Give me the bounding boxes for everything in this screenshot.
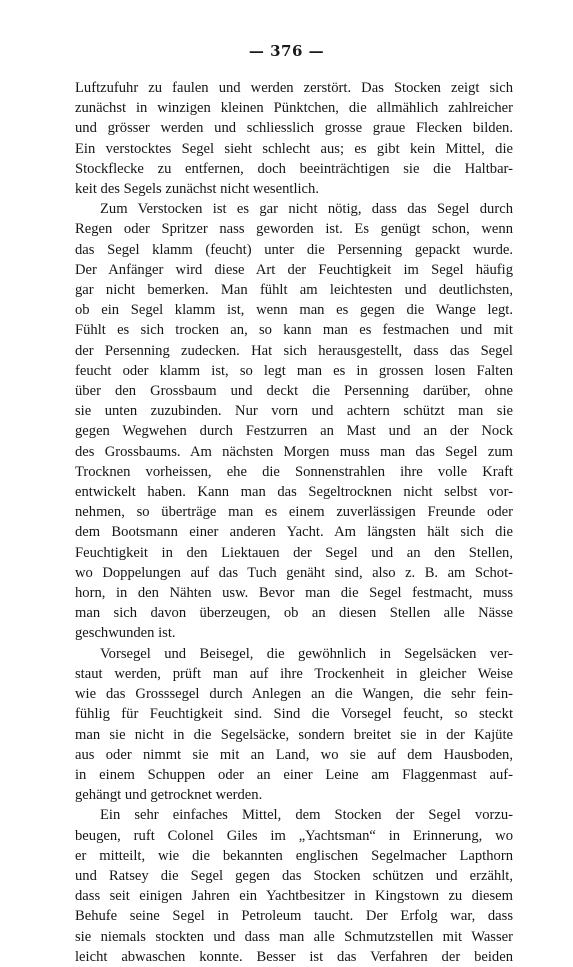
text-line: man sie nicht in die Segelsäcke, sondern breitet sie in der Kajüte (75, 726, 513, 743)
text-line: Trocknen vorheissen, ehe die Sonnenstrahlen ihre volle Kraft (75, 463, 513, 480)
paragraph (75, 644, 513, 806)
text-line: des Grossbaums. Am nächsten Morgen muss man das Segel zum (75, 443, 513, 460)
text-line: Der Anfänger wird diese Art der Feuchtigkeit im Segel häufig (75, 261, 513, 278)
text-line: der Persenning zudecken. Hat sich herausgestellt, dass das Segel (75, 342, 513, 359)
text-line: beugen, ruft Colonel Giles im „Yachtsman“ in Erinnerung, wo (75, 827, 513, 844)
text-line: nehmen, so überträge man es einem zuverlässigen Freunde oder (75, 504, 513, 521)
text-line: horn, in den Nähten usw. Bevor man die Segel festmacht, muss (75, 585, 513, 602)
text-line: dass seit einigen Jahren ein Yachtbesitzer in Kingstown zu diesem (75, 888, 513, 905)
text-line: Regen oder Spritzer nass geworden ist. Es genügt schon, wenn (75, 221, 513, 238)
text-line: Stockflecke zu entfernen, doch beeinträchtigen sie die Haltbar- (75, 160, 513, 177)
text-line: wie das Grosssegel durch Anlegen an die Wangen, die sehr fein- (75, 686, 513, 703)
text-line: entwickelt haben. Kann man das Segeltrocknen nicht selbst vor- (75, 484, 513, 501)
text-line: gegen Wegwehen durch Festzurren an Mast und an der Nock (75, 423, 513, 440)
text-line: fühlig für Feuchtigkeit sind. Sind die Vorsegel feucht, so steckt (75, 706, 513, 723)
text-line: er mitteilt, wie die bekannten englischen Segelmacher Lapthorn (75, 847, 513, 864)
body-text (75, 78, 513, 967)
text-line: ob ein Segel klamm ist, wenn man es gegen die Wange legt. (75, 302, 513, 319)
page-number: — 376 — (248, 42, 325, 60)
text-line: Feuchtigkeit in den Liektauen der Segel und an den Stellen, (75, 544, 513, 561)
paragraph (75, 78, 513, 199)
text-line: Ein verstocktes Segel sieht schlecht aus; es gibt kein Mittel, die (75, 140, 513, 157)
text-line: gar nicht bemerken. Man fühlt am leichtesten und deutlichsten, (75, 282, 513, 299)
text-line: wo Doppelungen auf das Tuch genäht sind, also z. B. am Schot- (75, 564, 513, 581)
text-line: über den Grossbaum und deckt die Persenning darüber, ohne (75, 383, 513, 400)
text-line: feucht oder klamm ist, so legt man es in grossen losen Falten (75, 362, 513, 379)
paragraph (75, 199, 513, 643)
text-line: gehängt und getrocknet werden. (75, 787, 263, 804)
text-line: Fühlt es sich trocken an, so kann man es festmachen und mit (75, 322, 513, 339)
text-line: keit des Segels zunächst nicht wesentlich. (75, 181, 319, 198)
text-line: zunächst in winzigen kleinen Pünktchen, die allmählich zahlreicher (75, 100, 513, 117)
text-line: in einem Schuppen oder an einer Leine am Flaggenmast auf- (75, 766, 513, 783)
text-line: Vorsegel und Beisegel, die gewöhnlich in Segelsäcken ver- (100, 645, 513, 662)
text-line: staut werden, prüft man auf ihre Trockenheit in gleicher Weise (75, 665, 513, 682)
text-line: und grösser werden und schliesslich grosse graue Flecken bilden. (75, 120, 513, 137)
text-line: man sich davon überzeugen, ob an diesen Stellen alle Nässe (75, 605, 513, 622)
text-line: aus oder nimmt sie mit an Land, wo sie auf dem Hausboden, (75, 746, 513, 763)
text-line: und Ratsey die Segel gegen das Stocken schützen und erzählt, (75, 867, 513, 884)
text-line: Luftzufuhr zu faulen und werden zerstört. Das Stocken zeigt sich (75, 80, 513, 96)
text-line: Behufe seine Segel in Petroleum taucht. Der Erfolg war, dass (75, 908, 513, 925)
text-line: dem Bootsmann einer anderen Yacht. Am längsten hält sich die (75, 524, 513, 541)
text-line: leicht abwaschen konnte. Besser ist das Verfahren der beiden (75, 948, 513, 965)
text-line: das Segel klamm (feucht) unter die Persenning gepackt wurde. (75, 241, 513, 258)
text-line: geschwunden ist. (75, 625, 176, 642)
text-line: Zum Verstocken ist es gar nicht nötig, dass das Segel durch (100, 201, 513, 218)
text-line: sie unten zuzubinden. Nur vorn und achtern schützt man sie (75, 403, 513, 420)
text-line: sie niemals stockten und dass man alle Schmutzstellen mit Wasser (75, 928, 513, 945)
text-line: Ein sehr einfaches Mittel, dem Stocken der Segel vorzu- (100, 807, 513, 824)
